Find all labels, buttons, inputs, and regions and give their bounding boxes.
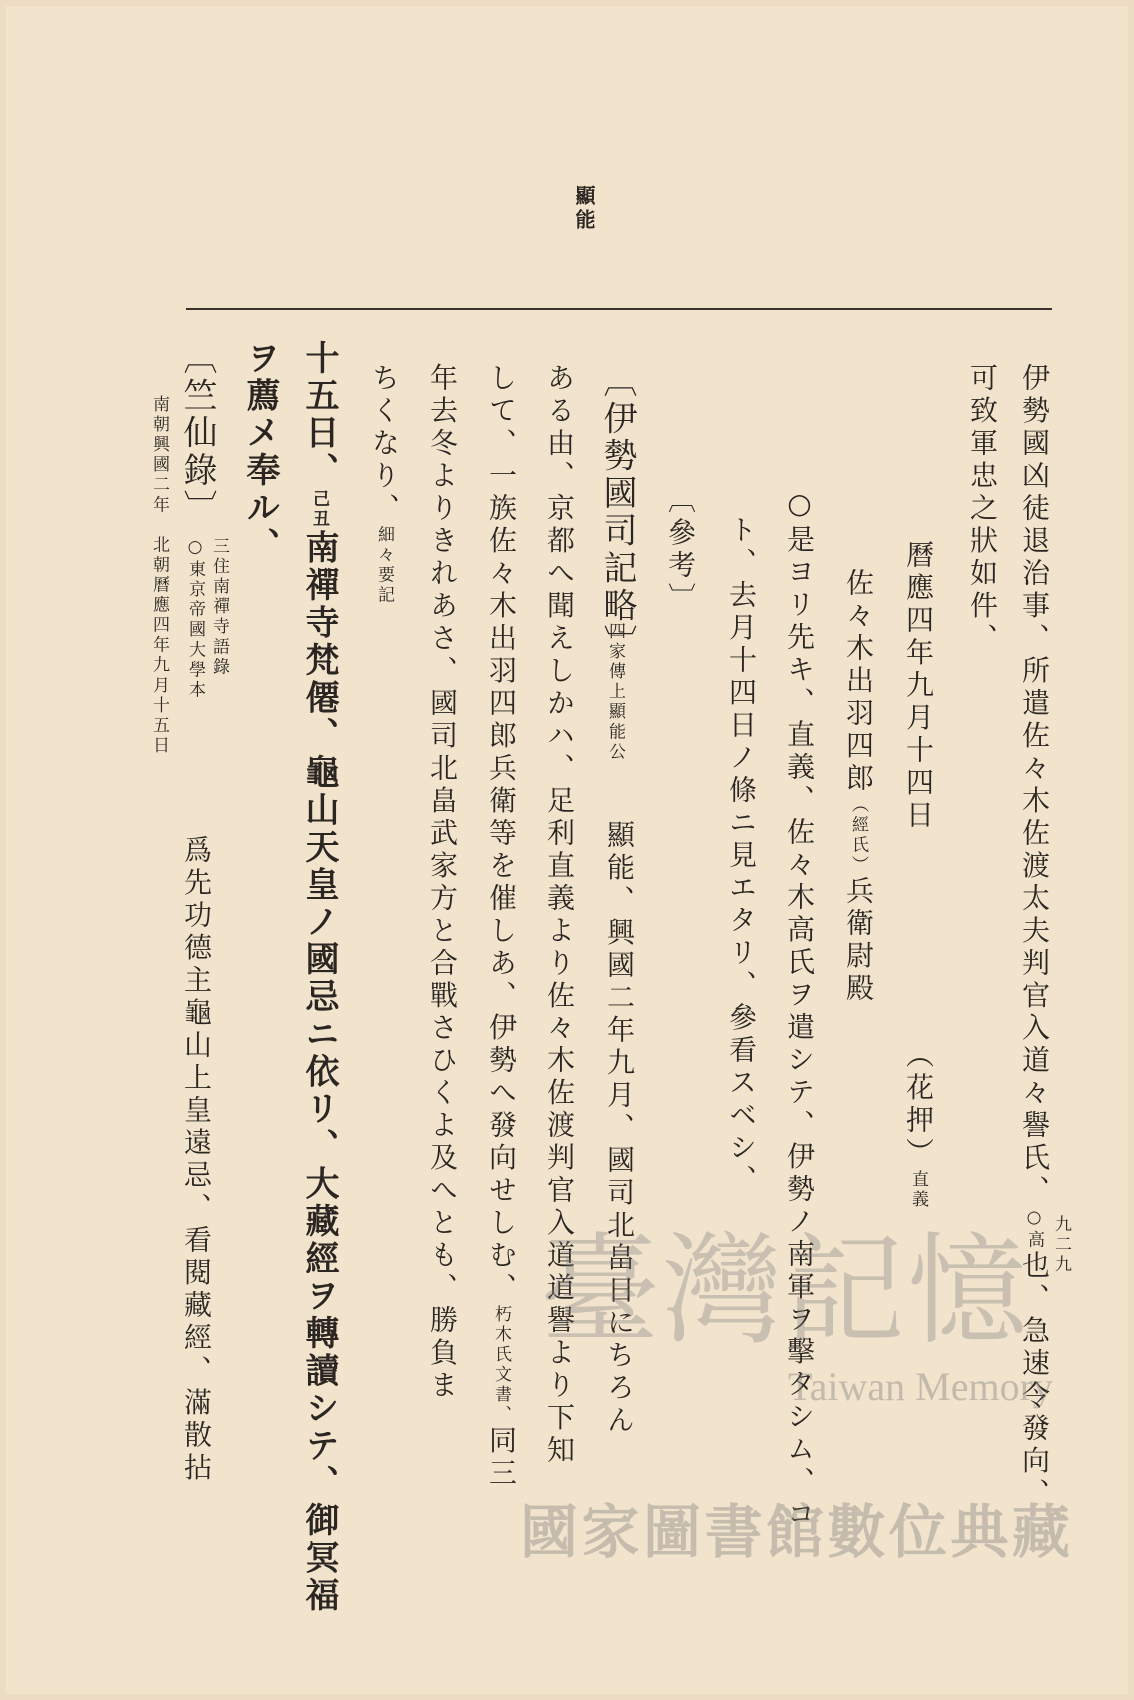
- seal-mark: [902, 1040, 935, 1211]
- document-line-1-text: 伊勢國凶徒退治事、所遣佐々木佐渡太夫判官入道々譽氏、: [1018, 363, 1051, 1208]
- addressee-a: 佐々木出羽四郎: [842, 568, 875, 796]
- ise-record-subtitle: 四家傳上顯能公: [605, 622, 625, 763]
- seal-text: （花押）: [902, 1040, 935, 1170]
- ise-record-line-2: ある由、京都へ聞えしかハ、足利直義より佐々木佐渡判官入道道譽より下知: [543, 363, 576, 1468]
- seal-name: 直義: [908, 1169, 928, 1211]
- entry-line-1: [299, 340, 339, 1615]
- ise-record-line-5: [368, 363, 401, 606]
- entry-text-1: 南禪寺梵僊、龜山天皇ノ國忌ニ依リ、大藏經ヲ轉讀シテ、御冥福: [299, 529, 339, 1615]
- document-line-1-tail: 也、急速令發向、: [1018, 1250, 1051, 1511]
- date-line: 曆應四年九月十四日: [902, 540, 935, 833]
- ise-record-line-4: 年去冬よりきれあさ、國司北畠武家方と合戰さひくよ及へとも、勝負ま: [426, 363, 459, 1403]
- note-line-1: ○是ヨリ先キ、直義、佐々木高氏ヲ遣シテ、伊勢ノ南軍ヲ擊タシム、コ: [783, 487, 816, 1532]
- ise-record-line-3: [485, 363, 518, 1491]
- addressee-note: （經氏）: [848, 795, 868, 876]
- ise-record-line-5-text: ちくなり、: [368, 363, 401, 526]
- ise-record-title: 〔伊勢國司記略〕: [597, 363, 637, 663]
- source-text: 爲先功德主龜山上皇遠忌、看閱藏經、滿散拈: [180, 835, 213, 1485]
- note-line-2: ト、去月十四日ノ條ニ見エタリ、參看スベシ、: [725, 515, 758, 1198]
- section-title: 顯能: [572, 185, 596, 233]
- ise-record-line-3-tail: 同三: [485, 1425, 518, 1491]
- document-line-1-note: ○高: [1024, 1207, 1044, 1251]
- ise-record-line-3-note: 朽木氏文書、: [491, 1304, 511, 1426]
- watermark-logo: 臺灣記憶: [540, 1222, 1030, 1361]
- watermark-english: Taiwan Memory: [788, 1364, 1053, 1409]
- source-note-a: 三住南禪寺語錄: [209, 537, 229, 678]
- ise-record-line-3-text: して、一族佐々木出羽四郎兵衛等を催しあ、伊勢へ發向せしむ、: [485, 363, 518, 1305]
- page-number: 九二九: [1051, 1215, 1071, 1276]
- source-note-b: ○東京帝國大學本: [185, 537, 205, 701]
- header-rule: [186, 308, 1052, 310]
- running-footer: 南朝興國二年 北朝曆應四年九月十五日: [149, 395, 169, 757]
- entry-date-note: 己丑: [309, 489, 329, 530]
- addressee-b: 兵衛尉殿: [842, 875, 875, 1006]
- reference-heading: 〔參考〕: [664, 485, 697, 615]
- ise-record-line-5-note: 細々要記: [374, 525, 394, 606]
- document-line-2: 可致軍忠之狀如件、: [966, 363, 999, 656]
- entry-date: 十五日、: [299, 340, 339, 490]
- watermark-chinese: 國家圖書館數位典藏: [520, 1498, 1074, 1566]
- ise-record-line-1: 顯能、興國二年九月、國司北畠日にちろん: [603, 820, 636, 1438]
- entry-line-2: ヲ薦メ奉ル、: [240, 340, 280, 565]
- document-line-1: [1018, 363, 1051, 1511]
- addressee-line: [842, 568, 875, 1006]
- source-title: 〔竺仙錄〕: [177, 340, 217, 527]
